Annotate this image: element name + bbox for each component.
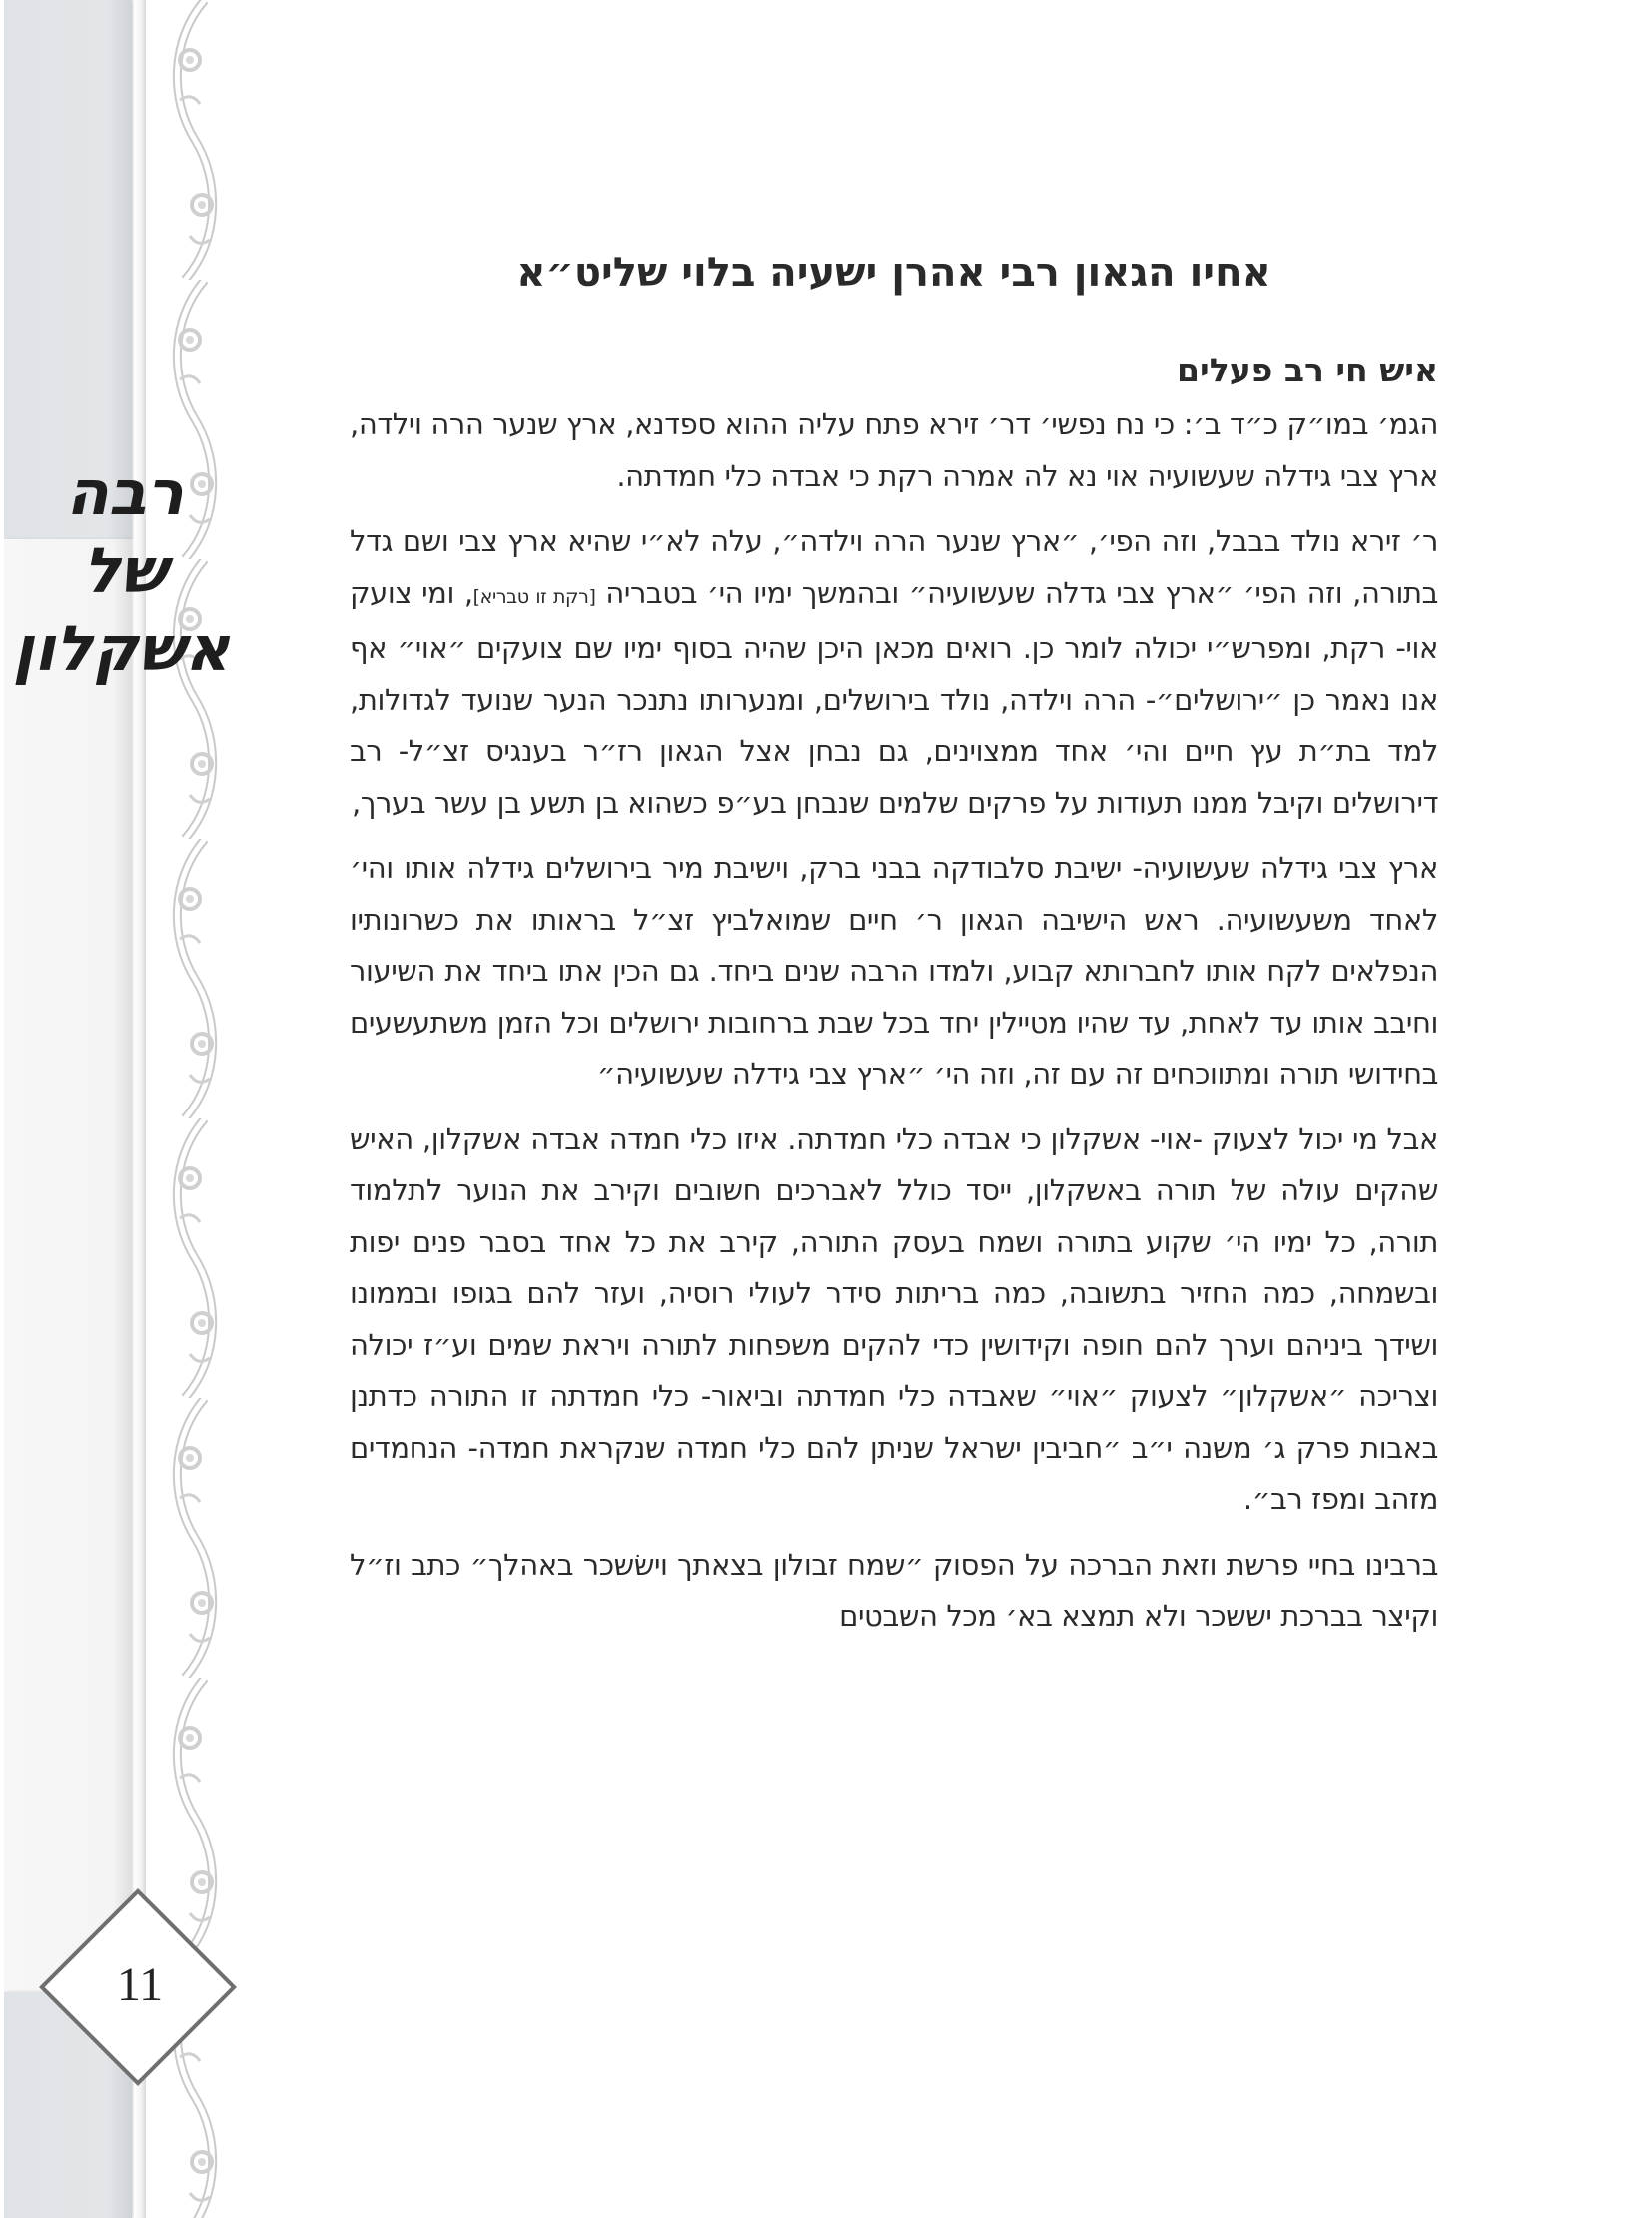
page-number: 11 <box>116 1958 164 2011</box>
book-title-line-1: רבה <box>66 456 184 529</box>
article-title: אחיו הגאון רבי אהרן ישעיה בלוי שליט״א <box>516 250 1271 296</box>
bracket-note: [רקת זו טבריא] <box>472 585 596 608</box>
side-panel-middle <box>4 539 132 1992</box>
paragraph-5: ברבינו בחיי פרשת וזאת הברכה על הפסוק ״שמח זבולון בצאתך וישׂשכר באהלך״ כתב וז״ל וקיצר בברכת יששכר ולא תמצא בא׳ מכל השבטים <box>350 1547 1438 1633</box>
book-title-line-3: אשקלון <box>12 612 230 685</box>
paragraph-2-tail: , ומי צועק אוי- רקת, ומפרש״י יכולה לומר <box>350 575 1438 665</box>
border-rail <box>134 0 146 2218</box>
book-title-vertical <box>12 454 230 688</box>
paragraph-1: הגמ׳ במו״ק כ״ד ב׳: כי נח נפשי׳ דר׳ זירא פתח עליה ההוא ספדנא, ארץ שנער הרה וילדה, ארץ צבי גידלה שעשועיה אוי נא לה אמרה רקת כי אבדה כלי חמדתה. <box>350 407 1438 493</box>
article-body <box>350 235 1438 1657</box>
paragraph-2 <box>350 516 1438 829</box>
ornamental-border-icon <box>160 0 230 2218</box>
book-title-line-2: של <box>83 534 167 607</box>
paragraph-3: ארץ צבי גידלה שעשועיה- ישיבת סלבודקה בבני ברק, וישיבת מיר בירושלים גידלה אותו והי׳ לאחד משעשועיה. ראש הישיבה הגאון ר׳ חיים שמואלביץ זצ״ל בראותו את כשרונותיו הנפלאים לקח אותו לחברותא קבוע, ולמדו הרבה שנים ביחד. גם הכין אתו ביחד את השיעור וחיבב אותו עד לאחת, עד שהיו מטיילין יחד בכל שבת ברחובות ירושלים וכל הזמן משתעשעים בחידושי תורה ומתווכחים זה עם זה, וזה הי׳ ״ארץ צבי גידלה שעשועיה״ <box>350 851 1438 1091</box>
paragraph-2-continued: כן. רואים מכאן היכן שהיה בסוף ימיו שם צועקים ״אוי״ אף אנו נאמר כן ״ירושלים״- הרה וילדה, נולד בירושלים, ומנערותו נתנכר הנער שנועד לגדולות, למד בת״ת עץ חיים והי׳ אחד ממצוינים, גם נבחן אצל הגאון רז״ר בענגיס זצ״ל- רב דירושלים וקיבל ממנו תעודות על פרקים שלמים שנבחן בע״פ כשהוא בן תשע בן עשר בערך, <box>350 631 1438 820</box>
section-title: איש חי רב פעלים <box>1177 351 1438 389</box>
paragraph-2-text: ר׳ זירא נולד בבבל, וזה הפי׳, ״ארץ שנער הרה וילדה״, עלה לא״י שהיא ארץ צבי ושם גדל בתורה, וזה הפי׳ ״ארץ צבי גדלה שעשועיה״ ובהמשך ימיו הי׳ בטבריה <box>350 524 1439 610</box>
paragraph-4: אבל מי יכול לצעוק -אוי- אשקלון כי אבדה כלי חמדתה. איזו כלי חמדה אבדה אשקלון, האיש שהקים עולה של תורה באשקלון, ייסד כולל לאברכים חשובים וקירב את הנוער לתלמוד תורה, כל ימיו הי׳ שקוע בתורה ושמח בעסק התורה, קירב את כל אחד בסבר פנים יפות ובשמחה, כמה החזיר בתשובה, כמה בריתות סידר לעולי רוסיה, ועזר להם בגופו ובממונו ושידך ביניהם וערך להם חופה וקידושין כדי להקים משפחות לתורה ויראת שמים וע״ז יכולה וצריכה ״אשקלון״ לצעוק ״אוי״ שאבדה כלי חמדתה וביאור- כלי חמדתה זו התורה כדתנן באבות פרק ג׳ משנה י״ב ״חביבין ישראל שניתן להם כלי חמדה שנקראת חמדה- הנחמדים מזהב ומפז רב״. <box>350 1121 1438 1516</box>
